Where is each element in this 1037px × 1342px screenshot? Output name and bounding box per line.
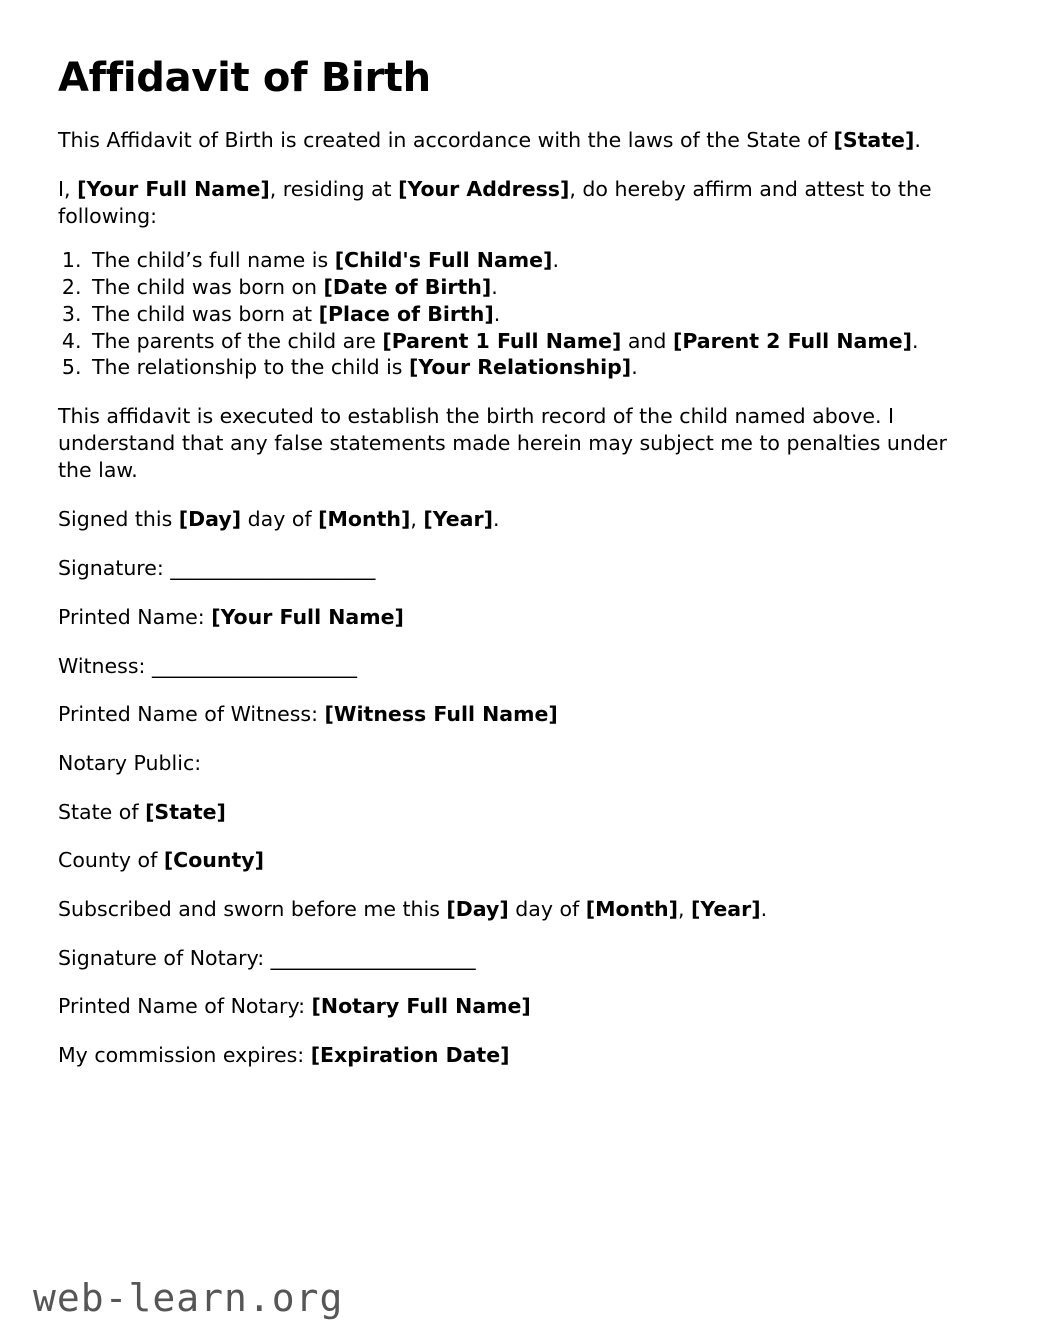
notary-commission-expiry-field: My commission expires: [Expiration Date] [58, 1042, 510, 1067]
notary-printed-name-field: Printed Name of Notary: [Notary Full Name] [58, 994, 531, 1019]
signature-block [58, 555, 975, 728]
list-item: 1. The child’s full name is [Child's Full Name]. [88, 248, 975, 274]
notary-state-field: State of [State] [58, 799, 226, 824]
paragraph-affiant: I, [Your Full Name], residing at [Your Address], do hereby affirm and attest to the following: [58, 177, 932, 229]
paragraph-state-law: This Affidavit of Birth is created in accordance with the laws of the State of [State]. [58, 128, 921, 152]
list-item: 4. The parents of the child are [Parent 1 Full Name] and [Parent 2 Full Name]. [88, 329, 975, 355]
page-title: Affidavit of Birth [58, 55, 431, 101]
printed-name-witness-field: Printed Name of Witness: [Witness Full Name] [58, 702, 558, 727]
printed-name-field: Printed Name: [Your Full Name] [58, 605, 404, 630]
notary-county-field: County of [County] [58, 848, 265, 873]
notary-public-heading: Notary Public: [58, 751, 202, 776]
list-item: 3. The child was born at [Place of Birth]. [88, 302, 975, 328]
list-item: 5. The relationship to the child is [Your Relationship]. [88, 355, 975, 381]
paragraph-attestation: This affidavit is executed to establish the birth record of the child named above. I understand that any false statements made herein may subject me to penalties under the law. [58, 404, 947, 483]
notary-signature-field[interactable]: Signature of Notary: ____________________ [58, 945, 476, 970]
intro-paragraphs [58, 127, 975, 230]
site-watermark: web-learn.org [33, 1276, 344, 1320]
claims-list [58, 248, 975, 381]
paragraph-signed-date: Signed this [Day] day of [Month], [Year]. [58, 507, 500, 532]
witness-signature-field[interactable]: Witness: ____________________ [58, 653, 357, 678]
list-item: 2. The child was born on [Date of Birth]. [88, 275, 975, 301]
notary-sworn-date-field: Subscribed and sworn before me this [Day] day of [Month], [Year]. [58, 896, 768, 921]
signature-field[interactable]: Signature: ____________________ [58, 556, 376, 581]
notary-block [58, 750, 975, 1068]
